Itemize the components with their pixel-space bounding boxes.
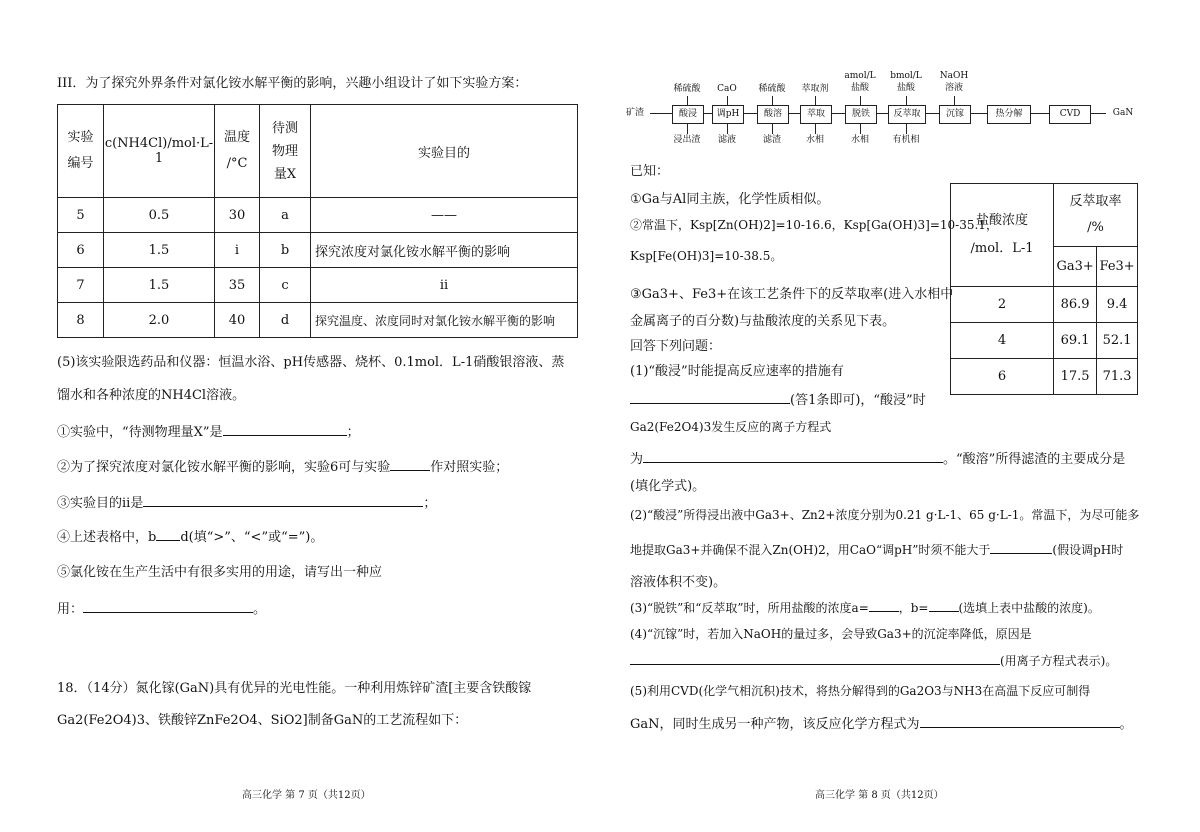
table-cell: a [260, 198, 311, 233]
answer-blank[interactable] [990, 540, 1052, 554]
table-header: 实验 编号 [58, 105, 104, 198]
table-cell: 5 [58, 198, 104, 233]
flow-step-adjust-ph: 调pH [712, 105, 744, 124]
q2-line1: (2)“酸浸”所得浸出液中Ga3+、Zn2+浓度分别为0.21 g·L-1、65 g·L-1。常温下，为尽可能多 [630, 508, 1140, 522]
q5-line2: 馏水和各种浓度的NH4Cl溶液。 [57, 388, 246, 403]
table-cell: 8 [58, 303, 104, 338]
flow-reagent: 稀硫酸 [673, 84, 701, 94]
process-flow-diagram [620, 66, 1140, 156]
flow-step-acid-dissolve: 酸溶 [757, 105, 789, 124]
known-2b: Ksp[Fe(OH)3]=10-38.5。 [630, 249, 783, 263]
table-row [58, 303, 578, 338]
table-header: 反萃取率 /% [1054, 184, 1138, 247]
answer-heading: 回答下列问题： [630, 339, 722, 354]
table-cell: 1.5 [104, 233, 215, 268]
flow-reagent: 溶液 [944, 83, 963, 93]
answer-blank[interactable] [920, 714, 1120, 728]
answer-blank[interactable] [156, 527, 180, 541]
q5-5b: 用： 。 [57, 598, 266, 617]
table-row [58, 268, 578, 303]
table-cell: 30 [215, 198, 260, 233]
table-cell: i [215, 233, 260, 268]
flow-output: 有机相 [892, 135, 920, 145]
table-cell: c [260, 268, 311, 303]
flow-step-acid-leach: 酸浸 [672, 105, 704, 124]
table-header: 实验目的 [311, 105, 578, 198]
q3: (3)“脱铁”和“反萃取”时，所用盐酸的浓度a= ，b= (选填上表中盐酸的浓度)。 [630, 598, 1100, 616]
flow-step-deiron: 脱铁 [845, 105, 877, 124]
table-cell: —— [311, 198, 578, 233]
flow-output: 水相 [805, 135, 824, 145]
page-footer-left: 高三化学 第 7 页（共12页） [242, 790, 371, 801]
known-3b: 金属离子的百分数)与盐酸浓度的关系见下表。 [630, 314, 896, 329]
q4-line1: (4)“沉镓”时，若加入NaOH的量过多，会导致Ga3+的沉淀率降低，原因是 [630, 627, 1032, 641]
table-cell: 86.9 [1054, 287, 1097, 323]
flow-step-decompose: 热分解 [987, 105, 1031, 124]
flow-reagent: 盐酸 [896, 83, 915, 93]
answer-blank[interactable] [143, 493, 423, 507]
q18-line1: 18．（14分）氮化镓(GaN)具有优异的光电性能。一种利用炼锌矿渣[主要含铁酸镓 [57, 681, 532, 696]
answer-blank[interactable] [630, 390, 790, 404]
q1-line3: Ga2(Fe2O4)3发生反应的离子方程式 [630, 420, 832, 434]
table-row [951, 287, 1138, 323]
flow-start: 矿渣 [625, 108, 644, 118]
q18-line2: Ga2(Fe2O4)3、铁酸锌ZnFe2O4、SiO2]制备GaN的工艺流程如下： [57, 713, 468, 728]
table-row [951, 359, 1138, 395]
flow-reagent: CaO [717, 84, 737, 94]
q2-line3: 溶液体积不变)。 [630, 575, 727, 590]
table-cell: d [260, 303, 311, 338]
table-cell: 35 [215, 268, 260, 303]
q5-2: ②为了探究浓度对氯化铵水解平衡的影响，实验6可与实验 作对照实验； [57, 456, 508, 475]
q1-line4: 为 。“酸溶”所得滤渣的主要成分是 [630, 448, 1125, 467]
table-cell: 17.5 [1054, 359, 1097, 395]
table-cell: 1.5 [104, 268, 215, 303]
table-row [951, 323, 1138, 359]
flow-reagent: 稀硫酸 [758, 84, 786, 94]
flow-reagent: 盐酸 [850, 83, 869, 93]
table-header: Ga3+ [1054, 247, 1097, 287]
q1-line5: (填化学式)。 [630, 479, 706, 494]
q5-5: ⑤氯化铵在生产生活中有很多实用的用途，请写出一种应 [57, 565, 383, 580]
q4-line2: (用离子方程式表示)。 [630, 651, 1117, 669]
q5-line1-right: (5)利用CVD(化学气相沉积)技术，将热分解得到的Ga2O3与NH3在高温下反应可制得 [630, 684, 1091, 698]
back-extraction-rate-table [950, 183, 1138, 395]
known-2: ②常温下，Ksp[Zn(OH)2]=10-16.6，Ksp[Ga(OH)3]=10-35.1， [630, 218, 998, 232]
flow-step-cvd: CVD [1049, 105, 1091, 124]
section-intro: III．为了探究外界条件对氯化铵水解平衡的影响，兴趣小组设计了如下实验方案： [57, 76, 528, 91]
table-cell: 2 [951, 287, 1054, 323]
flow-step-back-extract: 反萃取 [888, 105, 926, 124]
known-1: ①Ga与Al同主族，化学性质相似。 [630, 192, 830, 207]
answer-blank[interactable] [869, 598, 899, 612]
table-cell: 探究浓度对氯化铵水解平衡的影响 [311, 233, 578, 268]
answer-blank[interactable] [223, 422, 347, 436]
table-cell: 9.4 [1097, 287, 1138, 323]
q1-line1: (1)“酸浸”时能提高反应速率的措施有 [630, 364, 844, 379]
q5-1: ①实验中，“待测物理量X”是 ； [57, 421, 360, 440]
flow-output: 水相 [850, 135, 869, 145]
answer-blank[interactable] [390, 457, 430, 471]
table-cell: 69.1 [1054, 323, 1097, 359]
flow-step-precipitate: 沉镓 [939, 105, 971, 124]
flow-output: 浸出渣 [673, 135, 701, 145]
table-row [58, 233, 578, 268]
flow-reagent: 萃取剂 [801, 84, 829, 94]
known-label: 已知： [630, 164, 670, 179]
answer-blank[interactable] [929, 598, 959, 612]
flow-step-extract: 萃取 [800, 105, 832, 124]
q5-4: ④上述表格中，b d(填“>”、“<”或“=”)。 [57, 526, 323, 545]
flow-reagent: NaOH [939, 71, 969, 81]
table-header: Fe3+ [1097, 247, 1138, 287]
known-3a: ③Ga3+、Fe3+在该工艺条件下的反萃取率(进入水相中 [630, 287, 954, 302]
table-header: 盐酸浓度 /mol．L-1 [951, 184, 1054, 287]
table-cell: 52.1 [1097, 323, 1138, 359]
table-cell: ii [311, 268, 578, 303]
page-footer-right: 高三化学 第 8 页（共12页） [815, 790, 944, 801]
q5-line2-right: GaN，同时生成另一种产物，该反应化学方程式为 。 [630, 713, 1133, 732]
table-cell: 71.3 [1097, 359, 1138, 395]
q5-line1: (5)该实验限选药品和仪器：恒温水浴、pH传感器、烧杯、0.1mol．L-1硝酸银溶液、蒸 [57, 355, 565, 370]
table-header: 温度 /°C [215, 105, 260, 198]
q5-3: ③实验目的ii是 ； [57, 492, 436, 511]
table-cell: 2.0 [104, 303, 215, 338]
answer-blank[interactable] [83, 599, 253, 613]
table-cell: 探究温度、浓度同时对氯化铵水解平衡的影响 [311, 303, 578, 338]
flow-reagent: bmol/L [890, 71, 922, 81]
table-cell: 40 [215, 303, 260, 338]
table-cell: 4 [951, 323, 1054, 359]
table-cell: 7 [58, 268, 104, 303]
experiment-table [57, 104, 578, 338]
table-header: c(NH4Cl)/mol·L-1 [104, 105, 215, 198]
table-cell: 0.5 [104, 198, 215, 233]
answer-blank[interactable] [643, 449, 943, 463]
flow-output: 滤液 [717, 135, 736, 145]
flow-end: GaN [1112, 108, 1134, 118]
table-row [58, 198, 578, 233]
answer-blank[interactable] [630, 651, 1000, 665]
table-header: 待测 物理 量X [260, 105, 311, 198]
table-cell: b [260, 233, 311, 268]
flow-reagent: amol/L [844, 71, 876, 81]
q2-line2: 地提取Ga3+并确保不混入Zn(OH)2，用CaO“调pH”时须不能大于 (假设调pH时 [630, 540, 1123, 558]
q1-line2: (答1条即可)，“酸浸”时 [630, 389, 926, 408]
table-cell: 6 [951, 359, 1054, 395]
flow-output: 滤渣 [762, 135, 781, 145]
table-cell: 6 [58, 233, 104, 268]
